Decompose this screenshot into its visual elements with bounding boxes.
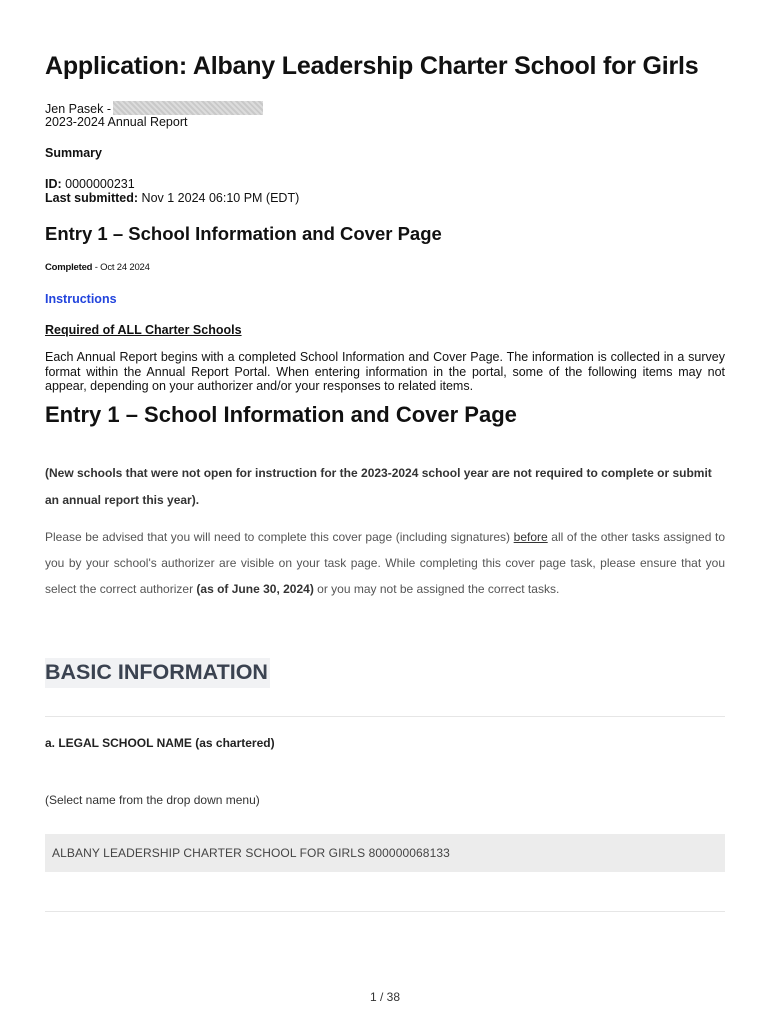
last-submitted-value: Nov 1 2024 06:10 PM (EDT): [141, 191, 300, 205]
id-label: ID:: [45, 177, 62, 191]
advice-before: before: [513, 530, 548, 544]
report-name: 2023-2024 Annual Report: [45, 115, 188, 129]
divider: [45, 716, 725, 717]
basic-information-heading: BASIC INFORMATION: [45, 658, 270, 688]
redacted-email: [113, 101, 263, 115]
required-heading: Required of ALL Charter Schools: [45, 323, 242, 337]
last-submitted-line: [45, 191, 299, 205]
advice-date: (as of June 30, 2024): [196, 581, 314, 596]
divider: [45, 911, 725, 912]
legal-school-name-value: ALBANY LEADERSHIP CHARTER SCHOOL FOR GIRLS 800000068133: [52, 846, 450, 860]
application-title: Application: Albany Leadership Charter School for Girls: [45, 52, 699, 80]
completion-status: [45, 262, 150, 273]
advice-text-1: Please be advised that you will need to complete this cover page (including signatures): [45, 530, 511, 544]
summary-heading: Summary: [45, 146, 102, 160]
page-number: 1 / 38: [369, 990, 401, 1004]
id-value: 0000000231: [65, 177, 135, 191]
entry-title: Entry 1 – School Information and Cover Page: [45, 223, 442, 244]
id-line: [45, 177, 135, 191]
instructions-label: Instructions: [45, 292, 117, 306]
author-name: Jen Pasek -: [45, 102, 112, 116]
status-date: - Oct 24 2024: [94, 262, 150, 273]
status-label: Completed: [45, 262, 93, 273]
cover-page-title: Entry 1 – School Information and Cover Page: [45, 402, 517, 427]
new-schools-note: (New schools that were not open for instruction for the 2023-2024 school year are not required to complete or submit an annual report this year).: [45, 466, 712, 507]
dropdown-hint: (Select name from the drop down menu): [45, 793, 260, 807]
cover-page-advice: [45, 525, 725, 602]
legal-school-name-answer: [45, 834, 725, 872]
legal-school-name-question: a. LEGAL SCHOOL NAME (as chartered): [45, 736, 275, 750]
advice-text-2: all of the other tasks assigned to you by your school's authorizer are visible on your task page. While completing this cover page task, please ensure that you select the correct authorizer: [45, 530, 725, 596]
entry-description: Each Annual Report begins with a completed School Information and Cover Page. The information is collected in a survey format within the Annual Report Portal. When entering information in the portal, some of the following items may not appear, depending on your authorizer and/or your responses to related items.: [45, 350, 725, 393]
advice-text-3: or you may not be assigned the correct tasks.: [317, 581, 560, 596]
last-submitted-label: Last submitted:: [45, 191, 139, 205]
